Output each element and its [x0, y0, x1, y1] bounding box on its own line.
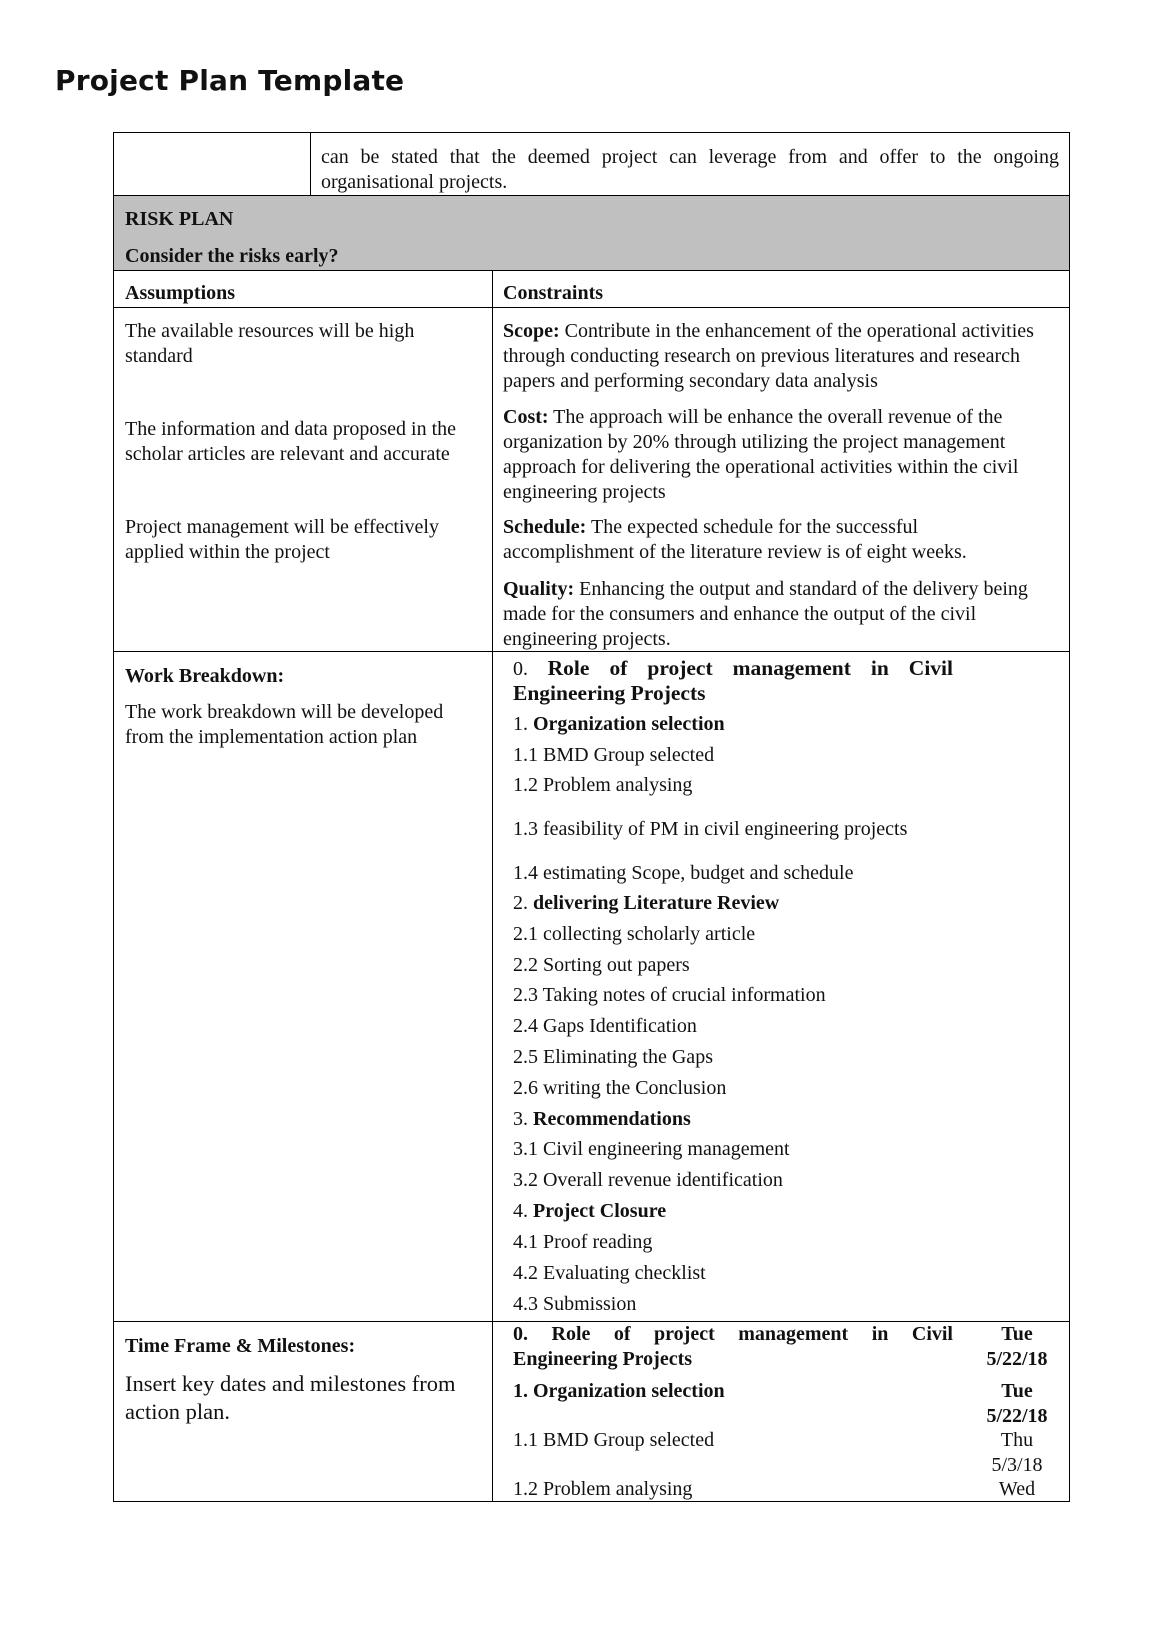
risk-plan-heading: RISK PLAN — [125, 208, 234, 230]
milestone-task: 1.1 BMD Group selected — [513, 1429, 715, 1451]
constraint-scope: Scope: Contribute in the enhancement of the operational activities through conducting research on previous literatures and research papers and performing secondary data analysis — [503, 320, 1034, 392]
milestone-task: 1.2 Problem analysing — [513, 1478, 693, 1500]
wbs-item: 2.3 Taking notes of crucial information — [513, 984, 826, 1006]
milestone-task: 0. Role of project management in Civil — [513, 1323, 953, 1345]
wbs-item: 1. Organization selection — [513, 713, 725, 735]
wbs-item: 1.1 BMD Group selected — [513, 744, 715, 766]
assumption-item: The available resources will be high standard — [125, 320, 415, 367]
milestone-date: 5/22/18 — [986, 1405, 1048, 1427]
wbs-item: 2.2 Sorting out papers — [513, 954, 690, 976]
constraint-schedule: Schedule: The expected schedule for the successful accomplishment of the literature review is of eight weeks. — [503, 516, 967, 563]
wbs-item: 3.2 Overall revenue identification — [513, 1169, 783, 1191]
wbs-item: 2.1 collecting scholarly article — [513, 923, 756, 945]
wbs-item: 0. Role of project management in Civil — [513, 656, 954, 680]
wbs-item: 4.1 Proof reading — [513, 1231, 653, 1253]
time-frame-description: Insert key dates and milestones from action plan. — [125, 1371, 456, 1424]
wbs-item: 1.4 estimating Scope, budget and schedule — [513, 862, 854, 884]
wbs-item: 1.2 Problem analysing — [513, 774, 693, 796]
milestone-list — [513, 1322, 1058, 1500]
wbs-item: 3. Recommendations — [513, 1108, 691, 1130]
wbs-item: 1.3 feasibility of PM in civil engineering projects — [513, 818, 908, 840]
work-breakdown-description: The work breakdown will be developed from the implementation action plan — [125, 701, 444, 748]
wbs-item: 4.3 Submission — [513, 1293, 637, 1315]
wbs-item-continued: Engineering Projects — [513, 681, 706, 705]
wbs-item: 2.6 writing the Conclusion — [513, 1077, 727, 1099]
wbs-item: 4.2 Evaluating checklist — [513, 1262, 706, 1284]
milestone-day: Tue — [1001, 1380, 1033, 1402]
milestone-date: 5/3/18 — [991, 1454, 1043, 1476]
wbs-item: 2. delivering Literature Review — [513, 892, 780, 914]
milestone-date: 5/22/18 — [986, 1348, 1048, 1370]
time-frame-heading: Time Frame & Milestones: — [125, 1335, 356, 1357]
wbs-item: 4. Project Closure — [513, 1200, 667, 1222]
constraints-header: Constraints — [503, 282, 604, 304]
wbs-list — [513, 656, 953, 1316]
milestone-day: Thu — [1000, 1429, 1034, 1451]
constraint-cost: Cost: The approach will be enhance the overall revenue of the organization by 20% through utilizing the project management approach for delivering the operational activities within the civil engineering projects — [503, 406, 1019, 503]
risk-plan-subheading: Consider the risks early? — [125, 245, 339, 267]
work-breakdown-heading: Work Breakdown: — [125, 665, 285, 687]
milestone-day: Tue — [1001, 1323, 1033, 1345]
continuation-text: can be stated that the deemed project can leverage from and offer to the ongoing organisational projects. — [321, 146, 1059, 193]
milestone-day: Wed — [998, 1478, 1036, 1500]
milestone-task-continued: Engineering Projects — [513, 1348, 693, 1370]
milestone-task: 1. Organization selection — [513, 1380, 725, 1402]
page-title: Project Plan Template — [55, 64, 405, 97]
column-divider — [492, 270, 493, 1502]
wbs-item: 2.4 Gaps Identification — [513, 1015, 697, 1037]
assumption-item: The information and data proposed in the scholar articles are relevant and accurate — [125, 418, 457, 465]
assumptions-header: Assumptions — [125, 282, 236, 304]
assumption-item: Project management will be effectively applied within the project — [125, 516, 439, 563]
wbs-item: 2.5 Eliminating the Gaps — [513, 1046, 713, 1068]
constraint-quality: Quality: Enhancing the output and standard of the delivery being made for the consumers and enhance the output of the civil engineering projects. — [503, 578, 1028, 650]
wbs-item: 3.1 Civil engineering management — [513, 1138, 790, 1160]
